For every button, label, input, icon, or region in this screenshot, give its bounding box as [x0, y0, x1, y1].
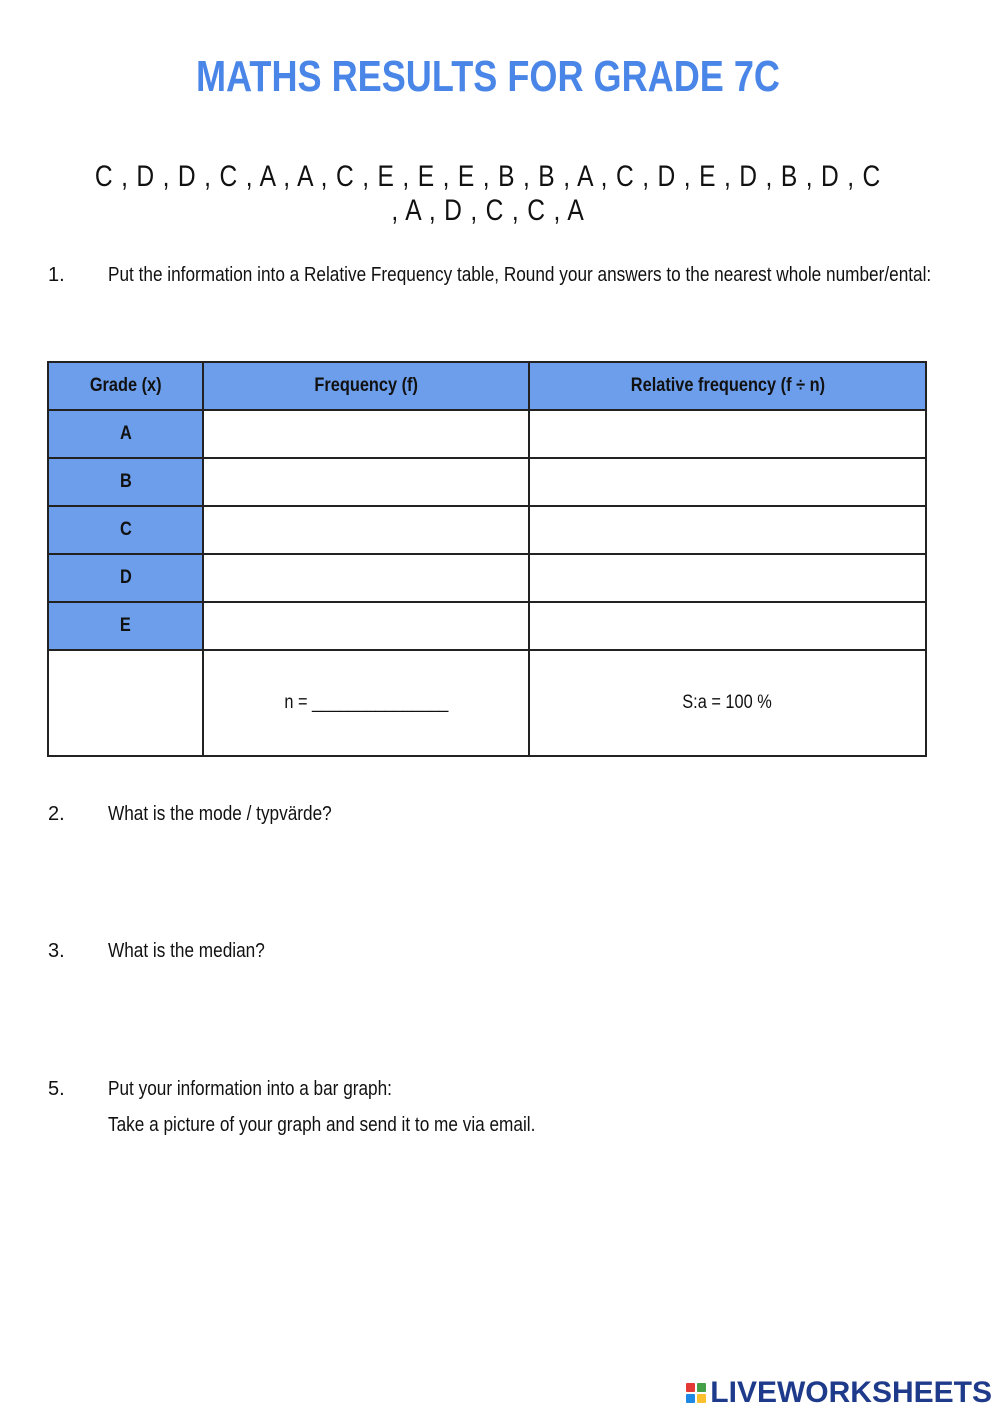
question-number: 1. [48, 264, 65, 286]
grade-cell: A [48, 410, 203, 458]
logo-blocks-icon [686, 1383, 706, 1403]
question-text: What is the mode / typvärde? [108, 803, 332, 825]
total-empty-cell [48, 650, 203, 756]
question-text: Put the information into a Relative Frequency table, Round your answers to the nearest whole number/ental: [108, 264, 932, 286]
liveworksheets-logo [686, 1376, 992, 1410]
question-number: 2. [48, 803, 65, 825]
question-number: 5. [48, 1078, 65, 1100]
relative-frequency-input-cell[interactable] [529, 410, 926, 458]
grade-cell: C [48, 506, 203, 554]
relative-frequency-input-cell[interactable] [529, 458, 926, 506]
relative-frequency-input-cell[interactable] [529, 554, 926, 602]
table-row [48, 458, 926, 506]
relative-frequency-table [47, 361, 927, 757]
grade-cell: B [48, 458, 203, 506]
table-header-row [48, 362, 926, 410]
frequency-input-cell[interactable] [203, 602, 529, 650]
grade-cell: D [48, 554, 203, 602]
question-text: Put your information into a bar graph: [108, 1078, 392, 1100]
frequency-input-cell[interactable] [203, 554, 529, 602]
question-text-line2: Take a picture of your graph and send it to me via email. [108, 1114, 536, 1136]
frequency-input-cell[interactable] [203, 506, 529, 554]
table-row [48, 410, 926, 458]
frequency-input-cell[interactable] [203, 410, 529, 458]
question-text: What is the median? [108, 940, 265, 962]
n-total-cell[interactable]: n = _______________ [203, 650, 529, 756]
relative-frequency-input-cell[interactable] [529, 506, 926, 554]
header-frequency: Frequency (f) [203, 362, 529, 410]
worksheet-title: MATHS RESULTS FOR GRADE 7C [196, 52, 780, 101]
table-total-row [48, 650, 926, 756]
grades-data-line: C , D , D , C , A , A , C , E , E , E , B , B , A , C , D , E , D , B , D , C , A , D , C , C , A [94, 160, 882, 227]
header-grade: Grade (x) [48, 362, 203, 410]
table-row [48, 602, 926, 650]
table-row [48, 506, 926, 554]
frequency-input-cell[interactable] [203, 458, 529, 506]
relative-frequency-input-cell[interactable] [529, 602, 926, 650]
sum-total-cell: S:a = 100 % [529, 650, 926, 756]
question-number: 3. [48, 940, 65, 962]
logo-text: LIVEWORKSHEETS [710, 1376, 992, 1409]
header-relative-frequency: Relative frequency (f ÷ n) [529, 362, 926, 410]
table-row [48, 554, 926, 602]
grade-cell: E [48, 602, 203, 650]
